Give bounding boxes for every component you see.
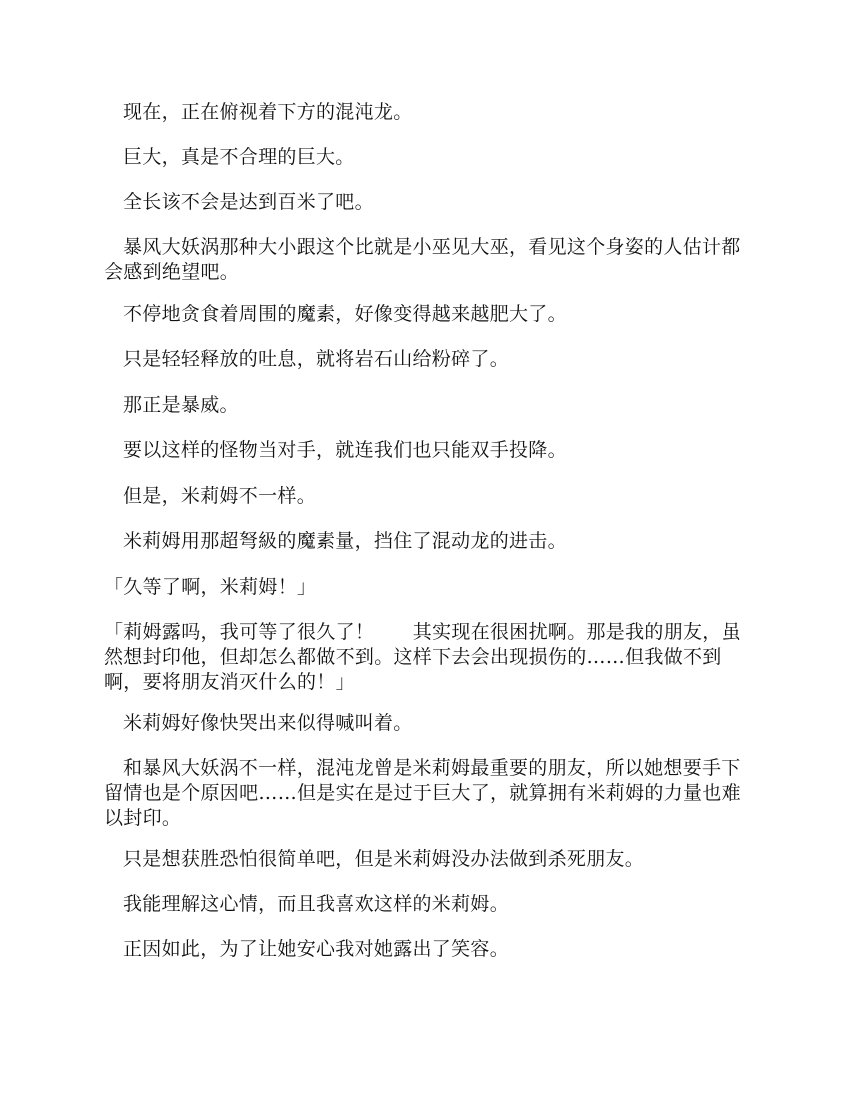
paragraph: 那正是暴威。 [123, 394, 239, 416]
dialogue-line: 「莉姆露吗，我可等了很久了！ 其实现在很困扰啊。那是我的朋友，虽然想封印他，但却怎么都做不到。这样下去会出现损伤的……但我做不到啊，要将朋友消灭什么的！」 [104, 621, 741, 693]
paragraph: 只是想获胜恐怕很简单吧，但是米莉姆没办法做到杀死朋友。 [123, 848, 645, 870]
paragraph: 暴风大妖涡那种大小跟这个比就是小巫见大巫，看见这个身姿的人估计都会感到绝望吧。 [104, 236, 741, 283]
paragraph: 我能理解这心情，而且我喜欢这样的米莉姆。 [123, 893, 510, 915]
dialogue-line: 「久等了啊，米莉姆！」 [104, 576, 317, 598]
paragraph: 但是，米莉姆不一样。 [123, 485, 317, 507]
paragraph: 全长该不会是达到百米了吧。 [123, 191, 374, 213]
paragraph: 只是轻轻释放的吐息，就将岩石山给粉碎了。 [123, 348, 510, 370]
paragraph: 现在，正在俯视着下方的混沌龙。 [123, 101, 413, 123]
paragraph: 米莉姆好像快哭出来似得喊叫着。 [123, 712, 413, 734]
paragraph: 和暴风大妖涡不一样，混沌龙曾是米莉姆最重要的朋友，所以她想要手下留情也是个原因吧……但是实在是过于巨大了，就算拥有米莉姆的力量也难以封印。 [104, 757, 741, 829]
paragraph: 要以这样的怪物当对手，就连我们也只能双手投降。 [123, 439, 567, 461]
paragraph: 正因如此，为了让她安心我对她露出了笑容。 [123, 938, 510, 960]
paragraph: 巨大，真是不合理的巨大。 [123, 146, 355, 168]
paragraph: 米莉姆用那超弩級的魔素量，挡住了混动龙的进击。 [123, 530, 567, 552]
paragraph: 不停地贪食着周围的魔素，好像变得越来越肥大了。 [123, 303, 567, 325]
